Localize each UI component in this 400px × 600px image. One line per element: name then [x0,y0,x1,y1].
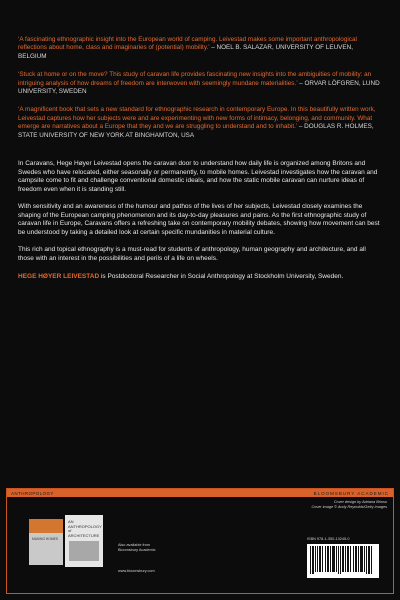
barcode-icon [307,544,379,578]
blurb-paragraph-2: With sensitivity and an awareness of the humour and pathos of the lives of her subjects, Leivestad closely examines the shaping of the European camping phenomenon and its day-to-day pleasures and pains. As the first ethnographic study of caravan life in Europe, Caravans offers a refreshing take on contemporary mobility debates, showing how movement can best be understood by taking a detailed look at certain specific mundanities in material culture. [18,203,380,236]
author-name: HEGE HØYER LEIVESTAD [18,272,100,280]
back-cover-text [18,36,380,290]
book-thumbnail-making-homes[interactable] [29,519,63,565]
thumbnail-cover-art [29,519,63,533]
endorsement-1 [18,36,380,61]
category-label: ANTHROPOLOGY [11,490,54,496]
book-title-line: of ARCHITECTURE [68,528,100,538]
blurb-paragraph-3: This rich and topical ethnography is a must-read for students of anthropology, human geography and architecture, and all those with an interest in the possibilities and perils of a life on wheels. [18,246,366,262]
quote-text: ‘A fascinating ethnographic insight into the European world of camping. Leivestad makes some important anthropological reflections about home, class and imaginaries of (potential) mobility.’ [18,36,357,52]
thumbnail-cover-image [69,541,99,561]
book-title-line: AN [68,519,74,524]
barcode-graphic [307,544,379,578]
also-line: Bloomsbury Academic [118,547,156,552]
category-band [7,489,393,497]
cover-credits [312,500,387,509]
isbn-text: ISBN 978-1-350-13245-0 [307,537,350,541]
barcode-bars [310,546,372,574]
quote-text: ‘Stuck at home or on the move? This study of caravan life provides fascinating new insights into the ambiguities of mobility: an intriguing analysis of how dreams of freedom are interwoven with seemingly mundane materialities.’ [18,71,372,87]
publisher-logo: BLOOMSBURY ACADEMIC [313,490,389,496]
website-link[interactable]: www.bloomsbury.com [118,569,155,573]
author-bio [18,273,380,282]
book-title [68,520,103,538]
also-line: Also available from [118,543,151,547]
credit-image: Cover image © Andy Reynolds/Getty Images [311,504,387,509]
quote-attribution: – ORVAR LÖFGREN, LUND UNIVERSITY, SWEDEN [18,79,380,96]
book-title: MAKING HOMES [32,537,59,541]
quote-text: ‘A magnificent book that sets a new standard for ethnographic research in contemporary Europe. In this beautifully written work, Leivestad captures how her subjects were and are experimenting with new forms of intimacy, belonging, and community. What emerge are narratives about a Europe that they and we are struggling to understand and to inhabit.’ [18,106,376,131]
blurb-paragraph-1: In Caravans, Hege Høyer Leivestad opens the caravan door to understand how daily life is organized among Britons and Swedes who have relocated, either seasonally or permanently, to mobile homes. Leivestad investigates how the caravan and campsite come to fit and challenge conventional domestic ideals, and how the static mobile caravan can nurture ideas of freedom even when it is standing still. [18,160,378,193]
book-title-line: ANTHROPOLOGY [68,523,102,529]
endorsement-2 [18,71,380,96]
author-bio-text: is Postdoctoral Researcher in Social Anthropology at Stockholm University, Sweden. [99,272,344,280]
credit-design: Cover design by Adriana Brioso [333,500,387,504]
publisher-footer [6,488,394,594]
book-thumbnail-anthropology-architecture[interactable] [65,515,103,567]
quote-attribution: – NOEL B. SALAZAR, UNIVERSITY OF LEUVEN, BELGIUM [18,44,353,60]
quote-attribution: – DOUGLAS R. HOLMES, STATE UNIVERSITY OF NEW YORK AT BINGHAMTON, USA [18,123,374,139]
also-available [118,543,156,553]
blurb [18,160,380,281]
endorsement-3 [18,106,380,140]
